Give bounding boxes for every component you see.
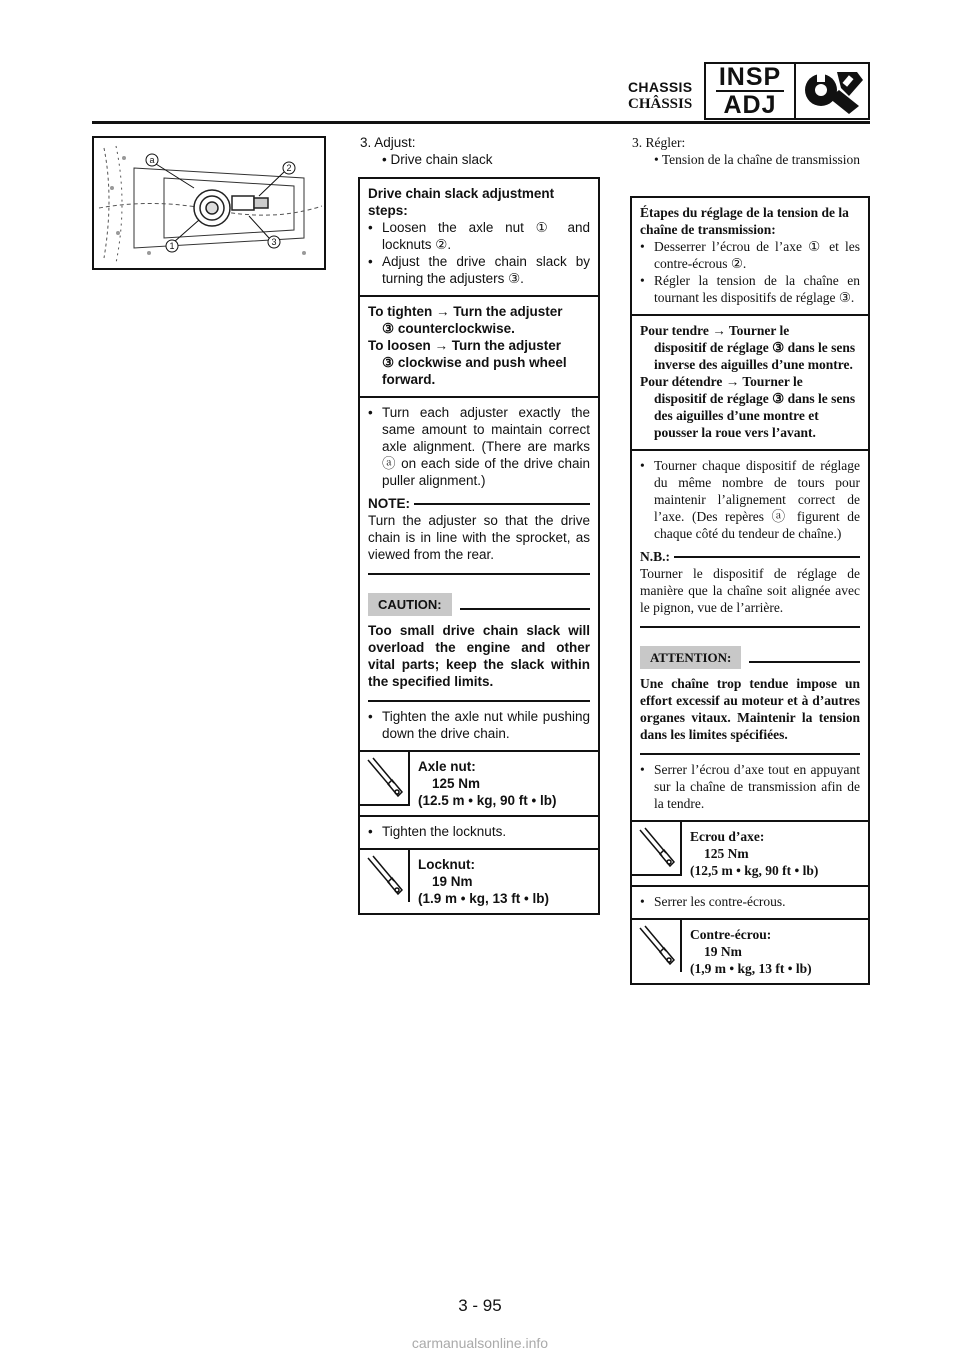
fr-lock-label: Contre-écrou: — [690, 927, 772, 942]
fr-axle-value — [682, 822, 826, 885]
en-steps-section — [360, 179, 598, 295]
fr-caution-label: ATTENTION: — [640, 646, 741, 669]
fr-step-bullet: • Desserrer l’écrou de l’axe ① et les contre-écrous ②. — [640, 238, 860, 272]
fr-loosen-1: Pour détendre → Tourner le — [640, 374, 803, 389]
fr-procedure-box — [630, 196, 870, 985]
fr-tighten-1: Pour tendre → Tourner le — [640, 323, 790, 338]
watermark: carmanualsonline.info — [411, 1335, 549, 1351]
en-loosen-2: ③ clockwise and push wheel forward. — [382, 355, 567, 387]
en-step-label: 3. Adjust: — [360, 135, 416, 150]
wrench-icon — [796, 64, 868, 118]
fr-axle-bullet: • Serrer l’écrou d’axe tout en appuyant sur la chaîne de transmission afin de la tendre. — [640, 761, 860, 812]
fr-caution-end-rule — [640, 753, 860, 755]
en-axle-bullet: • Tighten the axle nut while pushing down the drive chain. — [368, 708, 590, 742]
fr-step-bullet: • Régler la tension de la chaîne en tournant les dispositifs de réglage ③. — [640, 272, 860, 306]
callout-2: 2 — [286, 163, 292, 173]
section-title-en: CHASSIS — [628, 79, 693, 95]
fr-locknut-bullet: • Serrer les contre-écrous. — [640, 893, 860, 910]
torque-wrench-icon — [632, 920, 682, 972]
callout-1: 1 — [169, 241, 175, 251]
en-note-heading — [368, 495, 590, 512]
en-note-end-rule — [368, 573, 590, 575]
fr-axle-alt: (12,5 m • kg, 90 ft • lb) — [690, 863, 819, 878]
en-lock-alt: (1.9 m • kg, 13 ft • lb) — [418, 891, 549, 906]
en-step-bullet: • Loosen the axle nut ① and locknuts ②. — [368, 219, 590, 253]
callout-a: a — [149, 155, 155, 165]
en-step-bullet: • Adjust the drive chain slack by turning the adjusters ③. — [368, 253, 590, 287]
fr-caution-heading — [640, 646, 860, 669]
en-step — [360, 134, 493, 168]
en-procedure-box — [358, 177, 600, 915]
fr-axle-nm: 125 Nm — [704, 846, 749, 861]
fr-lock-nm: 19 Nm — [704, 944, 742, 959]
en-locknut-bullet: • Tighten the locknuts. — [368, 823, 590, 840]
badge-top: INSP — [718, 63, 782, 91]
section-badge — [704, 62, 870, 120]
fr-step-sub: • Tension de la chaîne de transmission — [632, 151, 868, 168]
fr-caution-text: Une chaîne trop tendue impose un effort excessif au moteur et à d’autres organes vitaux. Maintenir la tension dans les limites spécifiées. — [640, 676, 860, 742]
en-axle-value — [410, 752, 565, 815]
en-caution-text: Too small drive chain slack will overload the engine and other vital parts; keep the slack within the specified limits. — [368, 623, 590, 689]
en-alignment-section — [360, 396, 598, 750]
en-caution-end-rule — [368, 700, 590, 702]
section-title-fr: CHÂSSIS — [628, 96, 693, 112]
fr-tighten-2: dispositif de réglage ③ dans le sens inverse des aiguilles d’une montre. — [654, 340, 856, 372]
en-align-bullet: • Turn each adjuster exactly the same amount to maintain correct axle alignment. (There are marks ⓐ on each side of the drive chain puller alignment.) — [368, 404, 590, 489]
en-tighten-2: ③ counterclockwise. — [382, 321, 515, 336]
en-step-sub: • Drive chain slack — [360, 151, 493, 168]
fr-note-label: N.B.: — [640, 549, 670, 564]
header-rule — [92, 121, 870, 124]
page-number: 3 - 95 — [458, 1296, 502, 1315]
en-lock-value — [410, 850, 557, 913]
fr-align-bullet: • Tourner chaque dispositif de réglage du même nombre de tours pour maintenir l’alignement correct de l’axe. (Des repères ⓐ figurent de chaque côté du tendeur de chaîne.) — [640, 457, 860, 542]
callout-3: 3 — [271, 237, 277, 247]
fr-locknut-section — [632, 885, 868, 918]
fr-loosen-2: dispositif de réglage ③ dans le sens des aiguilles d’une montre et pousser la roue vers l’avant. — [654, 391, 856, 440]
fr-step — [632, 134, 868, 168]
fr-axle-label: Ecrou d’axe: — [690, 829, 765, 844]
fr-steps-title: Étapes du réglage de la tension de la chaîne de transmission: — [640, 205, 849, 237]
fr-locknut-torque — [632, 918, 868, 983]
en-caution-heading — [368, 593, 590, 616]
fr-step-label: 3. Régler: — [632, 135, 686, 150]
fr-direction-section — [632, 314, 868, 449]
fr-axle-torque — [632, 820, 868, 885]
en-axle-label: Axle nut: — [418, 759, 476, 774]
fr-alignment-section — [632, 449, 868, 820]
en-axle-torque — [360, 750, 598, 815]
en-axle-alt: (12.5 m • kg, 90 ft • lb) — [418, 793, 557, 808]
fr-note-end-rule — [640, 626, 860, 628]
fr-steps-section — [632, 198, 868, 314]
en-loosen-1: To loosen → Turn the adjuster — [368, 338, 562, 353]
fr-lock-alt: (1,9 m • kg, 13 ft • lb) — [690, 961, 812, 976]
chain-adjuster-figure — [92, 136, 326, 270]
fr-note-text: Tourner le dispositif de réglage de manière que la chaîne soit alignée avec le pignon, vue de l’arrière. — [640, 566, 860, 615]
badge-text — [706, 64, 796, 118]
torque-wrench-icon — [632, 822, 682, 876]
en-note-text: Turn the adjuster so that the drive chain is in line with the sprocket, as viewed from the rear. — [368, 513, 590, 562]
fr-lock-value — [682, 920, 820, 983]
en-lock-nm: 19 Nm — [432, 874, 473, 889]
en-axle-nm: 125 Nm — [432, 776, 481, 791]
torque-wrench-icon — [360, 850, 410, 902]
en-locknut-torque — [360, 848, 598, 913]
en-locknut-section — [360, 815, 598, 848]
en-tighten-1: To tighten → Turn the adjuster — [368, 304, 563, 319]
badge-bottom: ADJ — [723, 91, 777, 119]
torque-wrench-icon — [360, 752, 410, 806]
fr-note-heading — [640, 548, 860, 565]
en-caution-label: CAUTION: — [368, 593, 452, 616]
en-lock-label: Locknut: — [418, 857, 475, 872]
en-steps-title: Drive chain slack adjustment steps: — [368, 186, 555, 218]
en-note-label: NOTE: — [368, 496, 410, 511]
en-direction-section — [360, 295, 598, 396]
